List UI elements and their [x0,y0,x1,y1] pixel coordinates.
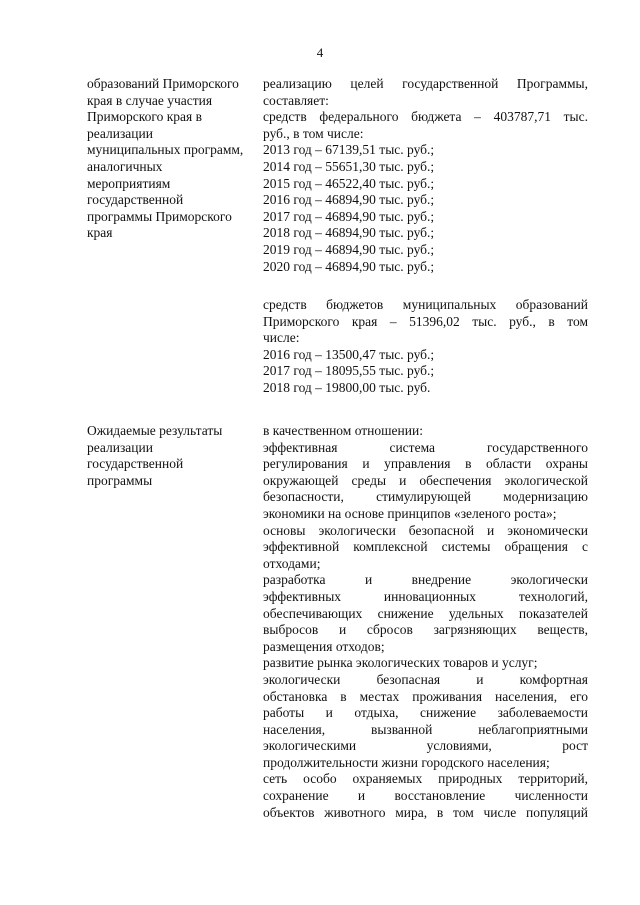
text-line: руб., в том числе: [263,125,364,141]
text-line: экологически безопасная и комфортная [263,671,588,687]
text-line: выбросов и сбросов загрязняющих веществ, [263,622,588,638]
expected-results-label [87,423,259,489]
text-line: 2015 год – 46522,40 тыс. руб.; [263,175,435,191]
text-line: отходами; [263,555,321,571]
text-line: Приморского края – 51396,02 тыс. руб., в том [263,313,588,329]
text-line: развитие рынка экологических товаров и услуг; [263,655,538,671]
label-line: программы [87,472,153,488]
text-line: 2017 год – 46894,90 тыс. руб.; [263,208,435,224]
text-line: регулирования и управления в области охраны [263,456,588,472]
text-line: эффективной комплексной системы обращения с [263,539,588,555]
funding-federal-text [263,76,588,275]
text-line: 2017 год – 18095,55 тыс. руб.; [263,363,435,379]
label-line: муниципальных программ, [87,142,244,158]
expected-results-text [263,423,588,821]
text-line: средств бюджетов муниципальных образований [263,297,588,312]
text-line: продолжительности жизни городского населения; [263,754,550,770]
label-line: края [87,225,113,241]
label-line: края в случае участия [87,92,213,108]
text-line: средств федерального бюджета – 403787,71 тыс. [263,109,588,125]
funding-municipal-label [87,76,259,242]
text-line: размещения отходов; [263,638,385,654]
text-line: экономики на основе принципов «зеленого роста»; [263,505,557,521]
text-line: 2014 год – 55651,30 тыс. руб.; [263,158,435,174]
text-line: 2018 год – 46894,90 тыс. руб.; [263,225,435,241]
label-line: аналогичных [87,158,163,174]
label-line: государственной [87,456,184,472]
text-line: работы и отдыха, снижение заболеваемости [263,705,588,721]
text-line: 2016 год – 46894,90 тыс. руб.; [263,192,435,208]
label-line: реализации [87,125,153,141]
text-line: 2018 год – 19800,00 тыс. руб. [263,379,431,395]
text-line: 2013 год – 67139,51 тыс. руб.; [263,142,435,158]
funding-municipal-text [263,297,588,397]
text-line: разработка и внедрение экологически [263,572,588,588]
label-line: государственной [87,192,184,208]
text-line: сеть особо охраняемых природных территорий, [263,771,588,787]
text-line: 2019 год – 46894,90 тыс. руб.; [263,241,435,257]
text-line: экологическими условиями, рост [263,738,588,754]
text-line: 2016 год – 13500,47 тыс. руб.; [263,346,435,362]
text-line: составляет: [263,92,329,108]
text-line: числе: [263,330,300,346]
label-line: программы Приморского [87,208,232,224]
text-line: 2020 год – 46894,90 тыс. руб.; [263,258,435,274]
text-line: обеспечивающих снижение удельных показателей [263,605,588,621]
text-line: обстановка в местах проживания населения, его [263,688,588,704]
label-line: мероприятиям [87,175,171,191]
text-line: эффективная система государственного [263,439,588,455]
label-line: Ожидаемые результаты [87,423,223,438]
label-line: образований Приморского [87,76,239,91]
page-number: 4 [316,45,324,60]
text-line: основы экологически безопасной и экономически [263,522,588,538]
label-line: Приморского края в [87,109,202,125]
text-line: окружающей среды и обеспечения экологической [263,472,588,488]
text-line: населения, вызванной неблагоприятными [263,721,588,737]
text-line: реализацию целей государственной Программы, [263,76,588,91]
label-line: реализации [87,439,153,455]
text-line: эффективных инновационных технологий, [263,588,588,604]
text-line: в качественном отношении: [263,423,423,438]
text-line: сохранение и восстановление численности [263,788,588,804]
text-line: объектов животного мира, в том числе популяций [263,804,588,820]
text-line: безопасности, стимулирующей модернизацию [263,489,588,505]
